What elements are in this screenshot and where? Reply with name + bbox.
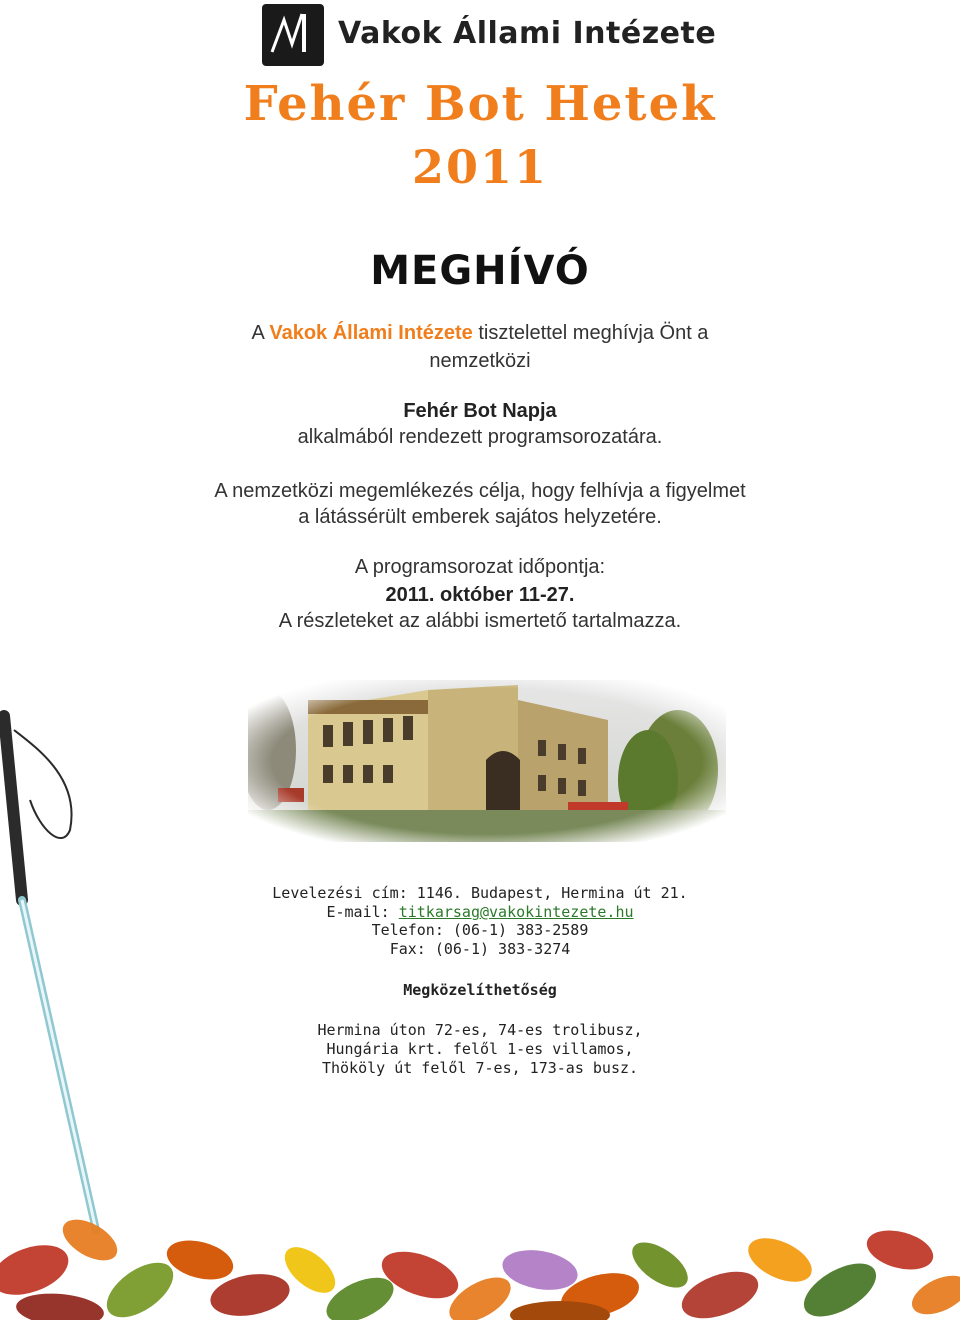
email-line <box>0 903 960 921</box>
address-line: Levelezési cím: 1146. Budapest, Hermina út 21. <box>272 884 688 902</box>
invitation-line-5: A nemzetközi megemlékezés célja, hogy felhívja a figyelmet <box>214 480 746 502</box>
line1-suffix: tisztelettel meghívja Önt a <box>472 322 709 344</box>
logo-mark-icon <box>262 4 324 66</box>
line1-prefix: A <box>251 322 270 344</box>
phone-line: Telefon: (06-1) 383-2589 <box>371 921 589 939</box>
event-title-year: 2011 <box>411 140 549 194</box>
event-name: Fehér Bot Napja <box>403 400 557 422</box>
details-line: A részleteket az alábbi ismertető tartalmazza. <box>278 610 682 632</box>
date-label: A programsorozat időpontja: <box>354 556 606 578</box>
org-name: Vakok Állami Intézete <box>338 16 717 51</box>
access-line-3: Thököly út felől 7-es, 173-as busz. <box>321 1059 639 1077</box>
invitation-line-6: a látássérült emberek sajátos helyzetére. <box>298 506 662 528</box>
org-name-highlight: Vakok Állami Intézete <box>269 322 473 344</box>
building-photo <box>248 680 726 842</box>
invitation-heading: MEGHÍVÓ <box>370 248 590 294</box>
org-logo <box>262 4 717 66</box>
invitation-line-1 <box>0 322 960 345</box>
access-line-2: Hungária krt. felől 1-es villamos, <box>326 1040 634 1058</box>
email-link[interactable]: titkarsag@vakokintezete.hu <box>398 903 634 921</box>
invitation-line-4: alkalmából rendezett programsorozatára. <box>297 426 663 448</box>
autumn-leaves-decoration <box>0 1120 960 1320</box>
fax-line: Fax: (06-1) 383-3274 <box>389 940 571 958</box>
email-label: E-mail: <box>326 903 399 921</box>
invitation-line-2: nemzetközi <box>429 350 531 372</box>
access-heading: Megközelíthetőség <box>403 981 557 999</box>
date-value: 2011. október 11-27. <box>385 584 575 606</box>
event-title-line1: Fehér Bot Hetek <box>243 76 717 132</box>
access-line-1: Hermina úton 72-es, 74-es trolibusz, <box>317 1021 643 1039</box>
